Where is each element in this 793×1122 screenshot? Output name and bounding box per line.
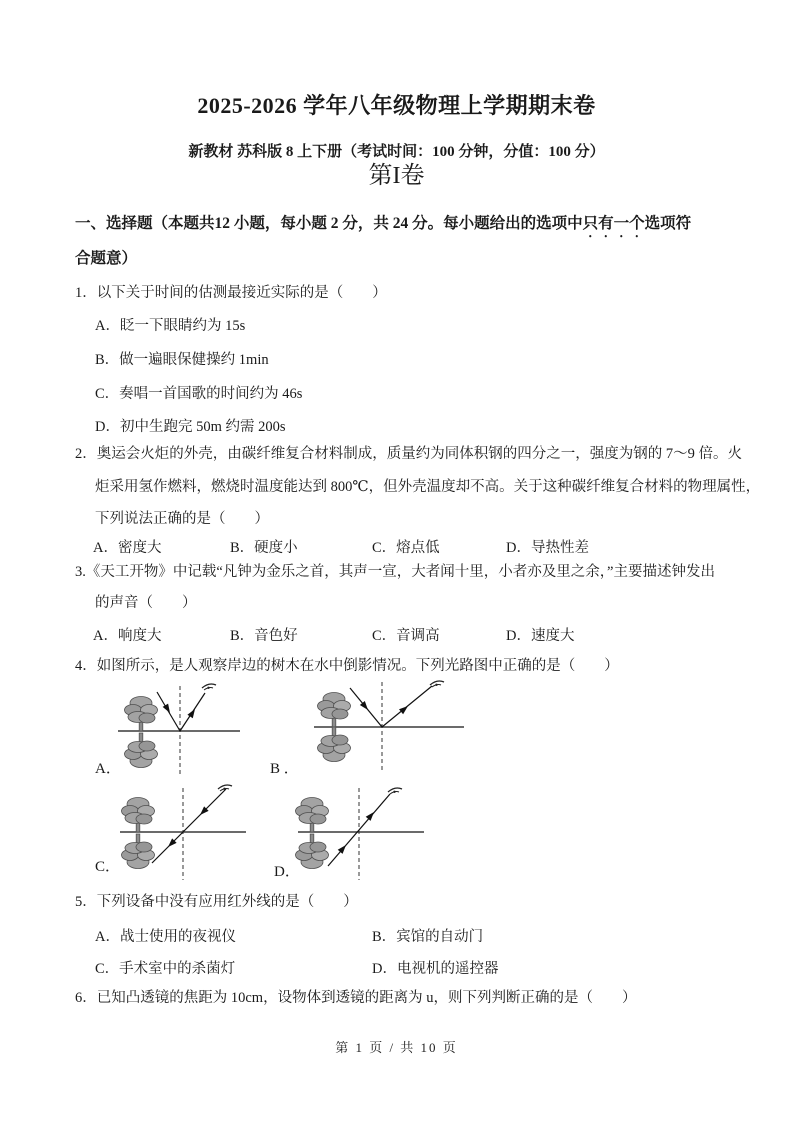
q1-option-a: A．眨一下眼睛约为 15s — [95, 318, 246, 334]
section-header-post: 选项符 — [644, 215, 692, 232]
q3-option-c: C．音调高 — [372, 628, 440, 644]
section-header-emphasis: 只有一个 — [582, 215, 645, 232]
tree-reflection-icon — [125, 733, 158, 768]
figure-c-reflection-diagram — [112, 784, 252, 884]
q2-option-a: A．密度大 — [93, 540, 162, 556]
page-subtitle: 新教材 苏科版 8 上下册（考试时间：100 分钟，分值：100 分） — [188, 144, 605, 160]
eye-icon — [202, 684, 216, 690]
section-header-line1 — [75, 214, 691, 241]
figure-d-reflection-diagram — [294, 784, 434, 884]
tree-reflection-icon — [122, 834, 155, 869]
q2-line3: 下列说法正确的是（ ） — [95, 511, 269, 527]
eye-icon — [388, 788, 402, 794]
light-ray — [152, 789, 226, 863]
q1-option-b: B．做一遍眼保健操约 1min — [95, 352, 269, 368]
arrowhead-icon — [163, 704, 173, 715]
tree-reflection-icon — [318, 727, 351, 762]
figure-d-label: D． — [274, 864, 300, 880]
q3-option-d: D．速度大 — [506, 628, 575, 644]
tree-reflection-icon — [296, 834, 329, 869]
q1-option-d: D．初中生跑完 50m 约需 200s — [95, 419, 286, 435]
q2-line2: 炬采用氢作燃料，燃烧时温度能达到 800℃，但外壳温度却不高。关于这种碳纤维复合材料的物理属性， — [95, 479, 761, 495]
q2-option-c: C．熔点低 — [372, 540, 440, 556]
page-title: 2025-2026 学年八年级物理上学期期末卷 — [197, 93, 596, 118]
tree-icon — [296, 798, 329, 833]
q3-option-a: A．响度大 — [93, 628, 162, 644]
q5-option-a: A．战士使用的夜视仪 — [95, 929, 236, 945]
q2-option-d: D．导热性差 — [506, 540, 589, 556]
tree-icon — [318, 693, 351, 728]
tree-icon — [125, 697, 158, 732]
section-header-line2: 合题意） — [75, 250, 138, 267]
section-header-pre: 一、选择题（本题共12 小题，每小题 2 分，共 24 分。每小题给出的选项中 — [75, 215, 583, 232]
q3-line1: 3.《天工开物》中记载“凡钟为金乐之首，其声一宣，大者闻十里，小者亦及里之余，”主要描述钟发出 — [75, 564, 715, 580]
q5-option-d: D．电视机的遥控器 — [372, 961, 499, 977]
q2-line1: 2．奥运会火炬的外壳，由碳纤维复合材料制成，质量约为同体积钢的四分之一，强度为钢的 7～9 倍。火 — [75, 446, 742, 462]
figure-a-reflection-diagram — [112, 680, 247, 780]
q1-option-c: C．奏唱一首国歌的时间约为 46s — [95, 386, 303, 402]
q5-option-c: C．手术室中的杀菌灯 — [95, 961, 236, 977]
q4-stem: 4．如图所示，是人观察岸边的树木在水中倒影情况。下列光路图中正确的是（ ） — [75, 658, 619, 674]
figure-c-label: C． — [95, 859, 121, 875]
part-title: 第I卷 — [368, 163, 425, 189]
q3-line2: 的声音（ ） — [95, 595, 197, 611]
q3-option-b: B．音色好 — [230, 628, 298, 644]
q1-stem: 1．以下关于时间的估测最接近实际的是（ ） — [75, 285, 387, 301]
q5-stem: 5．下列设备中没有应用红外线的是（ ） — [75, 894, 358, 910]
tree-icon — [122, 798, 155, 833]
figure-b-label: B ． — [270, 761, 299, 777]
q2-option-b: B．硬度小 — [230, 540, 298, 556]
eye-icon — [430, 681, 444, 687]
q6-stem: 6．已知凸透镜的焦距为 10cm，设物体到透镜的距离为 u，则下列判断正确的是（ ） — [75, 990, 637, 1006]
figure-a-label: A． — [95, 761, 121, 777]
q5-option-b: B．宾馆的自动门 — [372, 929, 484, 945]
figure-b-reflection-diagram — [310, 678, 470, 778]
page-footer: 第 1 页 / 共 10 页 — [335, 1040, 458, 1055]
